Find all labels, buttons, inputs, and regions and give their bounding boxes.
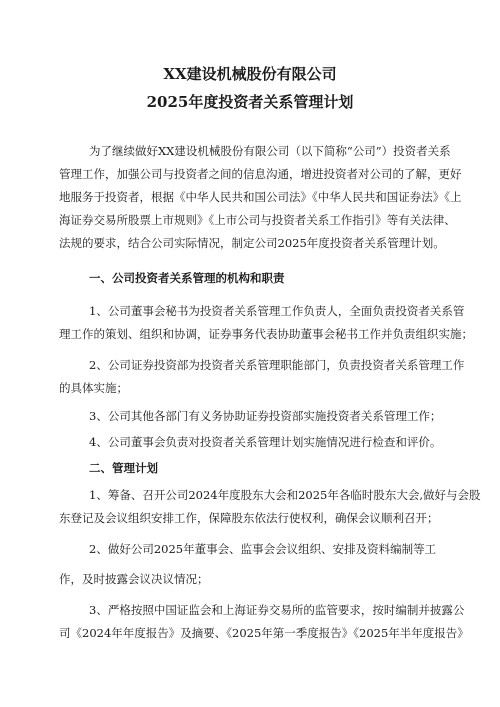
- intro-line-4: 海证券交易所股票上市规则》《上市公司与投资者关系工作指引》等有关法律、: [59, 213, 456, 227]
- s2-item1-line-2: 东登记及会议组织安排工作，保障股东依法行使权利，确保会议顺利召开；: [59, 511, 439, 525]
- s1-item1-line-2: 理工作的策划、组织和协调，证券事务代表协助董事会秘书工作并负责组织实施；: [59, 327, 473, 341]
- s2-item2-line-1: 2、做好公司2025年董事会、监事会会议组织、安排及资料编制等工: [89, 542, 437, 556]
- intro-line-3: 地服务于投资者，根据《中华人民共和国公司法》《中华人民共和国证券法》《上: [59, 190, 462, 204]
- intro-line-5: 法规的要求，结合公司实际情况，制定公司2025年度投资者关系管理计划。: [59, 236, 445, 250]
- s2-item1-line-1: 1、筹备、召开公司2024年度股东大会和2025年各临时股东大会,做好与会股: [89, 488, 481, 502]
- s1-item2-line-2: 的具体实施；: [59, 381, 128, 395]
- intro-line-2: 管理工作，加强公司与投资者之间的信息沟通，增进投资者对公司的了解，更好: [59, 167, 462, 181]
- document-title: XX建设机械股份有限公司: [163, 65, 337, 83]
- s1-item2-line-1: 2、公司证券投资部为投资者关系管理职能部门，负责投资者关系管理工作: [89, 358, 465, 372]
- section-2-heading: 二、管理计划: [89, 461, 158, 475]
- s1-item4: 4、公司董事会负责对投资者关系管理计划实施情况进行检查和评价。: [89, 435, 442, 449]
- s1-item1-line-1: 1、公司董事会秘书为投资者关系管理工作负责人，全面负责投资者关系管: [89, 304, 465, 318]
- document-subtitle: 2025年度投资者关系管理计划: [146, 93, 354, 111]
- s2-item2-line-2: 作，及时披露会议决议情况；: [59, 572, 209, 586]
- intro-line-1: 为了继续做好XX建设机械股份有限公司（以下简称“公司”）投资者关系: [89, 144, 451, 158]
- section-1-heading: 一、公司投资者关系管理的机构和职责: [89, 271, 285, 285]
- s2-item3-line-1: 3、严格按照中国证监会和上海证券交易所的监管要求，按时编制并披露公: [89, 603, 465, 617]
- s1-item3: 3、公司其他各部门有义务协助证券投资部实施投资者关系管理工作；: [89, 409, 442, 423]
- s2-item3-line-2: 司《2024年年度报告》及摘要、《2025年第一季度报告》《2025年半年度报告》: [59, 626, 469, 640]
